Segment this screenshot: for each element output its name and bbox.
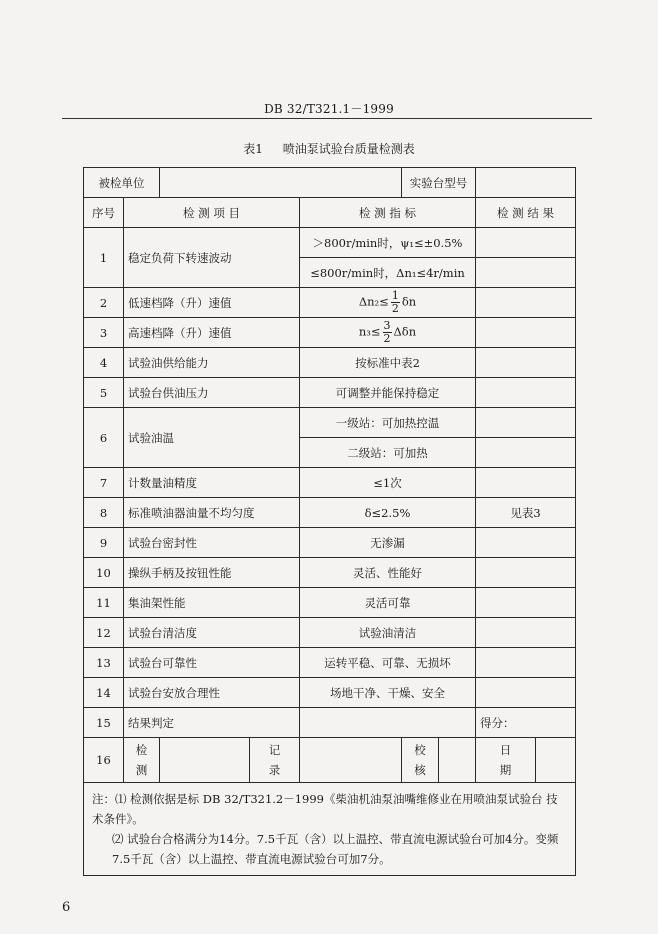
inspected-unit-label: 被检单位	[84, 168, 160, 198]
info-row	[84, 168, 576, 198]
row-result: 见表3	[476, 498, 576, 528]
row-index: 试验油清洁	[300, 618, 476, 648]
row-item: 低速档降（升）速值	[124, 288, 300, 318]
row-result	[476, 648, 576, 678]
row-item: 试验油供给能力	[124, 348, 300, 378]
row-no: 13	[84, 648, 124, 678]
table-row	[84, 708, 576, 738]
row-item: 稳定负荷下转速波动	[124, 228, 300, 288]
row-result	[476, 588, 576, 618]
row-result	[476, 288, 576, 318]
record-char-1: 记	[268, 743, 281, 757]
bench-model-label: 实验台型号	[402, 168, 476, 198]
row-index: ＞800r/min时，ψ₁≤±0.5%	[300, 228, 476, 258]
col-no: 序号	[84, 198, 124, 228]
record-label	[250, 738, 300, 783]
table-row	[84, 228, 576, 258]
note-1: 注：⑴ 检测依据是标 DB 32/T321.2－1999《柴油机油泵油嘴维修业在用喷油泵试验台 技术条件》。	[92, 792, 558, 826]
row-index: ≤1次	[300, 468, 476, 498]
table-number: 表1	[243, 142, 263, 156]
inspect-label	[124, 738, 160, 783]
table-row	[84, 528, 576, 558]
row-index: 无渗漏	[300, 528, 476, 558]
review-char-1: 校	[414, 743, 426, 757]
row-index: 灵活可靠	[300, 588, 476, 618]
date-char-1: 日	[499, 743, 512, 757]
row-result	[476, 618, 576, 648]
row-result	[476, 378, 576, 408]
record-char-2: 录	[268, 763, 281, 777]
review-char-2: 核	[414, 763, 426, 777]
row-no: 5	[84, 378, 124, 408]
table-title: 喷油泵试验台质量检测表	[282, 142, 415, 156]
row-item: 试验台清洁度	[124, 618, 300, 648]
row-item: 集油架性能	[124, 588, 300, 618]
inspect-char-2: 测	[135, 763, 148, 777]
fraction	[383, 320, 392, 345]
score-label: 得分：	[476, 708, 576, 738]
row-no: 16	[84, 738, 124, 783]
row-item: 试验台可靠性	[124, 648, 300, 678]
table-row	[84, 618, 576, 648]
standard-header: DB 32/T321.1－1999	[264, 102, 394, 116]
row-result	[476, 438, 576, 468]
col-index: 检 测 指 标	[300, 198, 476, 228]
row-item: 标准喷油器油量不均匀度	[124, 498, 300, 528]
notes-row	[84, 783, 576, 876]
row-item: 试验台密封性	[124, 528, 300, 558]
table-row	[84, 678, 576, 708]
record-value	[300, 738, 402, 783]
row-item: 操纵手柄及按钮性能	[124, 558, 300, 588]
table-row	[84, 558, 576, 588]
row-result	[476, 468, 576, 498]
fraction-denominator: 2	[383, 332, 391, 345]
row-result	[476, 528, 576, 558]
row-index: 一级站：可加热控温	[300, 408, 476, 438]
fraction	[391, 290, 400, 315]
page-number: 6	[62, 900, 71, 915]
row-no: 6	[84, 408, 124, 468]
row-index: 灵活、性能好	[300, 558, 476, 588]
inspect-value	[160, 738, 250, 783]
index-prefix: n₃≤	[358, 324, 381, 339]
row-index: δ≤2.5%	[300, 498, 476, 528]
row-no: 4	[84, 348, 124, 378]
row-result	[476, 408, 576, 438]
inspected-unit-value	[160, 168, 402, 198]
row-index	[300, 288, 476, 318]
table-row	[84, 468, 576, 498]
row-item: 试验台安放合理性	[124, 678, 300, 708]
row-item: 结果判定	[124, 708, 300, 738]
table-caption	[0, 140, 658, 157]
date-label	[476, 738, 536, 783]
col-result: 检 测 结 果	[476, 198, 576, 228]
table-row	[84, 318, 576, 348]
row-no: 9	[84, 528, 124, 558]
note-2: ⑵ 试验台合格满分为14分。7.5千瓦（含）以上温控、带直流电源试验台可加4分。变频7.5千瓦（含）以上温控、带直流电源试验台可加7分。	[112, 832, 559, 866]
row-index: 按标准中表2	[300, 348, 476, 378]
row-result	[476, 678, 576, 708]
row-no: 8	[84, 498, 124, 528]
row-no: 2	[84, 288, 124, 318]
row-no: 3	[84, 318, 124, 348]
row-index: ≤800r/min时，Δn₁≤4r/min	[300, 258, 476, 288]
row-no: 11	[84, 588, 124, 618]
row-result	[476, 228, 576, 258]
row-index	[300, 318, 476, 348]
row-result	[476, 258, 576, 288]
fraction-numerator: 3	[383, 319, 391, 332]
row-item: 高速档降（升）速值	[124, 318, 300, 348]
row-no: 15	[84, 708, 124, 738]
row-index: 二级站：可加热	[300, 438, 476, 468]
date-value	[536, 738, 576, 783]
row-result	[476, 558, 576, 588]
row-no: 1	[84, 228, 124, 288]
table-row	[84, 648, 576, 678]
row-item: 试验油温	[124, 408, 300, 468]
row-item: 试验台供油压力	[124, 378, 300, 408]
header-rule	[62, 118, 592, 119]
row-index: 运转平稳、可靠、无损坏	[300, 648, 476, 678]
row-index: 场地干净、干燥、安全	[300, 678, 476, 708]
row-result	[476, 348, 576, 378]
row-no: 7	[84, 468, 124, 498]
row-no: 10	[84, 558, 124, 588]
table-row	[84, 408, 576, 438]
fraction-numerator: 1	[391, 289, 399, 302]
bench-model-value	[476, 168, 576, 198]
inspect-char-1: 检	[135, 743, 148, 757]
row-index	[300, 708, 476, 738]
row-no: 12	[84, 618, 124, 648]
table-row	[84, 348, 576, 378]
table-row	[84, 588, 576, 618]
row-item: 计数量油精度	[124, 468, 300, 498]
index-suffix: δn	[401, 294, 417, 309]
review-value	[439, 738, 476, 783]
signature-row	[84, 738, 576, 783]
row-result	[476, 318, 576, 348]
index-prefix: Δn₂≤	[358, 294, 389, 309]
col-item: 检 测 项 目	[124, 198, 300, 228]
index-suffix: Δδn	[393, 324, 417, 339]
table-row	[84, 498, 576, 528]
row-index: 可调整并能保持稳定	[300, 378, 476, 408]
date-char-2: 期	[499, 763, 512, 777]
header-row	[84, 198, 576, 228]
row-no: 14	[84, 678, 124, 708]
table-row	[84, 378, 576, 408]
fraction-denominator: 2	[391, 302, 399, 315]
review-label	[402, 738, 439, 783]
notes-cell	[84, 783, 576, 876]
inspection-table	[83, 167, 575, 887]
table-row	[84, 288, 576, 318]
